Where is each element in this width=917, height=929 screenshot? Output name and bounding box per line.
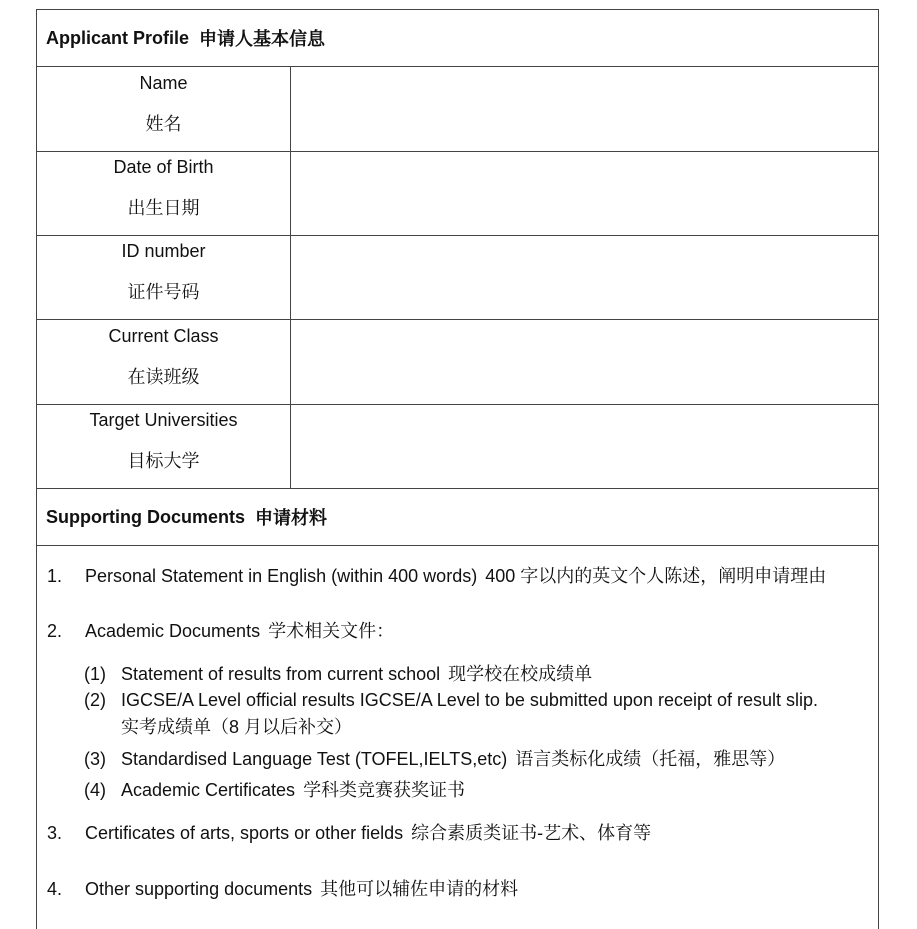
document-item-cn: 学术相关文件： [268, 621, 395, 641]
supporting-documents-title-en: Supporting Documents [46, 506, 245, 527]
sub-item-number: (1) [84, 664, 106, 684]
current-class-value-field[interactable] [291, 320, 878, 404]
document-item-2 [47, 619, 394, 643]
document-item-en: Personal Statement in English (within 400 words) [85, 566, 478, 586]
name-value-field[interactable] [291, 67, 878, 151]
application-form [36, 9, 879, 929]
sub-item-cn: 现学校在校成绩单 [448, 664, 593, 684]
document-item-1 [47, 564, 826, 588]
target-universities-label-en: Target Universities [89, 410, 238, 430]
date-of-birth-row [37, 151, 878, 236]
document-item-3 [47, 821, 651, 845]
name-row [37, 67, 878, 152]
document-item-number: 2. [47, 621, 63, 641]
id-number-value-field[interactable] [291, 235, 878, 319]
id-number-label-cn: 证件号码 [127, 282, 200, 302]
date-of-birth-value-field[interactable] [291, 151, 878, 235]
id-number-row [37, 235, 878, 320]
document-item-cn: 其他可以辅佐申请的材料 [320, 879, 519, 899]
date-of-birth-label-cn: 出生日期 [127, 198, 200, 218]
current-class-label-cn: 在读班级 [127, 367, 200, 387]
sub-item-en: IGCSE/A Level official results IGCSE/A Level to be submitted upon receipt of result slip. [121, 690, 819, 710]
sub-item-number: (4) [84, 780, 106, 800]
document-item-number: 3. [47, 823, 63, 843]
id-number-label-cell [37, 235, 291, 319]
document-item-number: 1. [47, 566, 63, 586]
target-universities-row [37, 404, 878, 489]
document-item-en: Certificates of arts, sports or other fields [85, 823, 404, 843]
sub-item-cn: 语言类标化成绩（托福，雅思等） [515, 749, 786, 769]
sub-item-number: (2) [84, 690, 106, 710]
supporting-documents-title-cn: 申请材料 [255, 508, 327, 528]
sub-item-cn: 实考成绩单（8 月以后补交） [121, 717, 353, 737]
applicant-profile-title-en: Applicant Profile [46, 27, 190, 48]
sub-item-en: Standardised Language Test (TOFEL,IELTS,etc) [121, 749, 508, 769]
academic-sub-item-2 [84, 687, 818, 741]
name-label-cn: 姓名 [145, 114, 182, 134]
academic-sub-item-4 [84, 777, 465, 804]
id-number-label-en: ID number [121, 241, 206, 261]
applicant-profile-title-cn: 申请人基本信息 [199, 29, 326, 49]
current-class-label-cell [37, 320, 291, 404]
current-class-row [37, 320, 878, 405]
applicant-profile-header [37, 10, 878, 67]
academic-sub-item-1 [84, 661, 592, 688]
current-class-label-en: Current Class [108, 326, 219, 346]
document-item-4 [47, 877, 518, 901]
supporting-documents-header [37, 489, 878, 546]
document-item-cn: 综合素质类证书-艺术、体育等 [411, 823, 652, 843]
name-label-en: Name [139, 73, 188, 93]
sub-item-en: Statement of results from current school [121, 664, 441, 684]
sub-item-number: (3) [84, 749, 106, 769]
sub-item-en: Academic Certificates [121, 780, 296, 800]
date-of-birth-label-cell [37, 151, 291, 235]
target-universities-value-field[interactable] [291, 404, 878, 488]
document-item-en: Academic Documents [85, 621, 261, 641]
target-universities-label-cell [37, 404, 291, 488]
document-item-number: 4. [47, 879, 63, 899]
document-item-en: Other supporting documents [85, 879, 313, 899]
target-universities-label-cn: 目标大学 [127, 451, 200, 471]
name-label-cell [37, 67, 291, 151]
academic-sub-item-3 [84, 746, 785, 773]
date-of-birth-label-en: Date of Birth [113, 157, 214, 177]
document-item-cn: 400 字以内的英文个人陈述，阐明申请理由 [485, 566, 827, 586]
sub-item-cn: 学科类竞赛获奖证书 [303, 780, 466, 800]
